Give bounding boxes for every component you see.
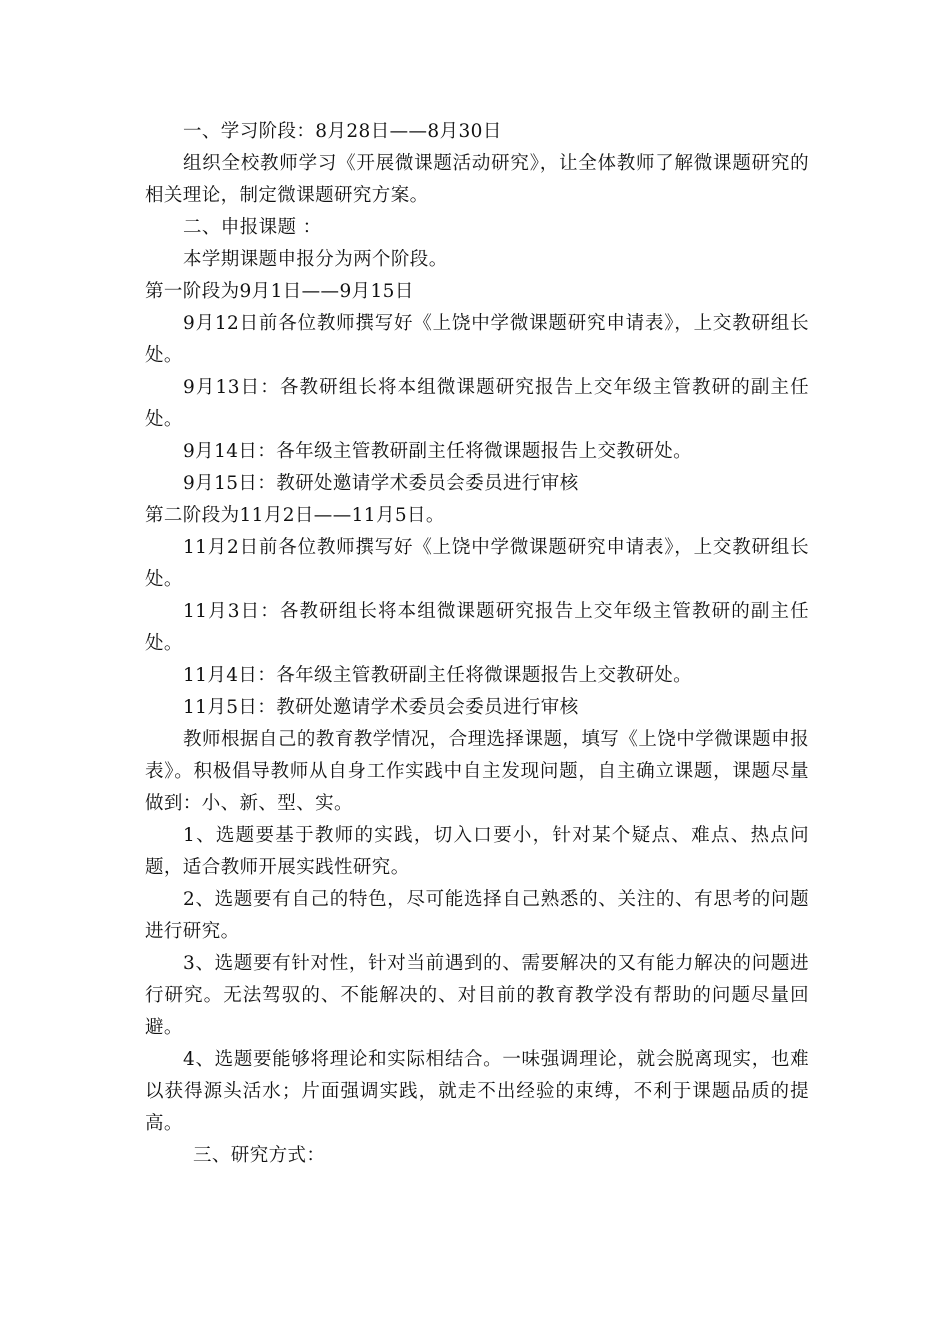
paragraph-nov-2: 11月2日前各位教师撰写好《上饶中学微课题研究申请表》，上交教研组长处。 [145, 537, 809, 590]
paragraph-rule-1: 1、选题要基于教师的实践，切入口要小，针对某个疑点、难点、热点问题，适合教师开展实践性研究。 [145, 825, 809, 878]
paragraph-nov-3: 11月3日：各教研组长将本组微课题研究报告上交年级主管教研的副主任处。 [145, 601, 809, 654]
paragraph-sep-14: 9月14日：各年级主管教研副主任将微课题报告上交教研处。 [183, 441, 693, 462]
section-heading-study-stage: 一、学习阶段：8月28日——8月30日 [183, 121, 502, 142]
paragraph-two-stages: 本学期课题申报分为两个阶段。 [183, 249, 448, 270]
paragraph-nov-4: 11月4日：各年级主管教研副主任将微课题报告上交教研处。 [183, 665, 693, 686]
stage-two-heading: 第二阶段为11月2日——11月5日。 [145, 505, 445, 526]
paragraph-rule-2: 2、选题要有自己的特色，尽可能选择自己熟悉的、关注的、有思考的问题进行研究。 [145, 889, 809, 942]
section-heading-apply-topic: 二、申报课题 ： [183, 217, 322, 238]
paragraph-rule-4: 4、选题要能够将理论和实际相结合。一味强调理论，就会脱离现实，也难以获得源头活水；片面强调实践，就走不出经验的束缚，不利于课题品质的提高。 [145, 1049, 809, 1134]
stage-one-heading: 第一阶段为9月1日——9月15日 [145, 281, 414, 302]
section-heading-research-method: 三、研究方式： [193, 1145, 326, 1166]
paragraph-rule-3: 3、选题要有针对性，针对当前遇到的、需要解决的又有能力解决的问题进行研究。无法驾驭的、不能解决的、对目前的教育教学没有帮助的问题尽量回避。 [145, 953, 809, 1038]
paragraph-sep-12: 9月12日前各位教师撰写好《上饶中学微课题研究申请表》，上交教研组长处。 [145, 313, 809, 366]
paragraph-nov-5: 11月5日：教研处邀请学术委员会委员进行审核 [183, 697, 579, 718]
paragraph-sep-15: 9月15日：教研处邀请学术委员会委员进行审核 [183, 473, 579, 494]
paragraph-topic-selection: 教师根据自己的教育教学情况，合理选择课题，填写《上饶中学微课题申报表》。积极倡导教师从自身工作实践中自主发现问题，自主确立课题，课题尽量做到：小、新、型、实。 [145, 729, 809, 814]
paragraph-sep-13: 9月13日：各教研组长将本组微课题研究报告上交年级主管教研的副主任处。 [145, 377, 809, 430]
paragraph-study-content: 组织全校教师学习《开展微课题活动研究》，让全体教师了解微课题研究的相关理论，制定微课题研究方案。 [145, 153, 809, 206]
